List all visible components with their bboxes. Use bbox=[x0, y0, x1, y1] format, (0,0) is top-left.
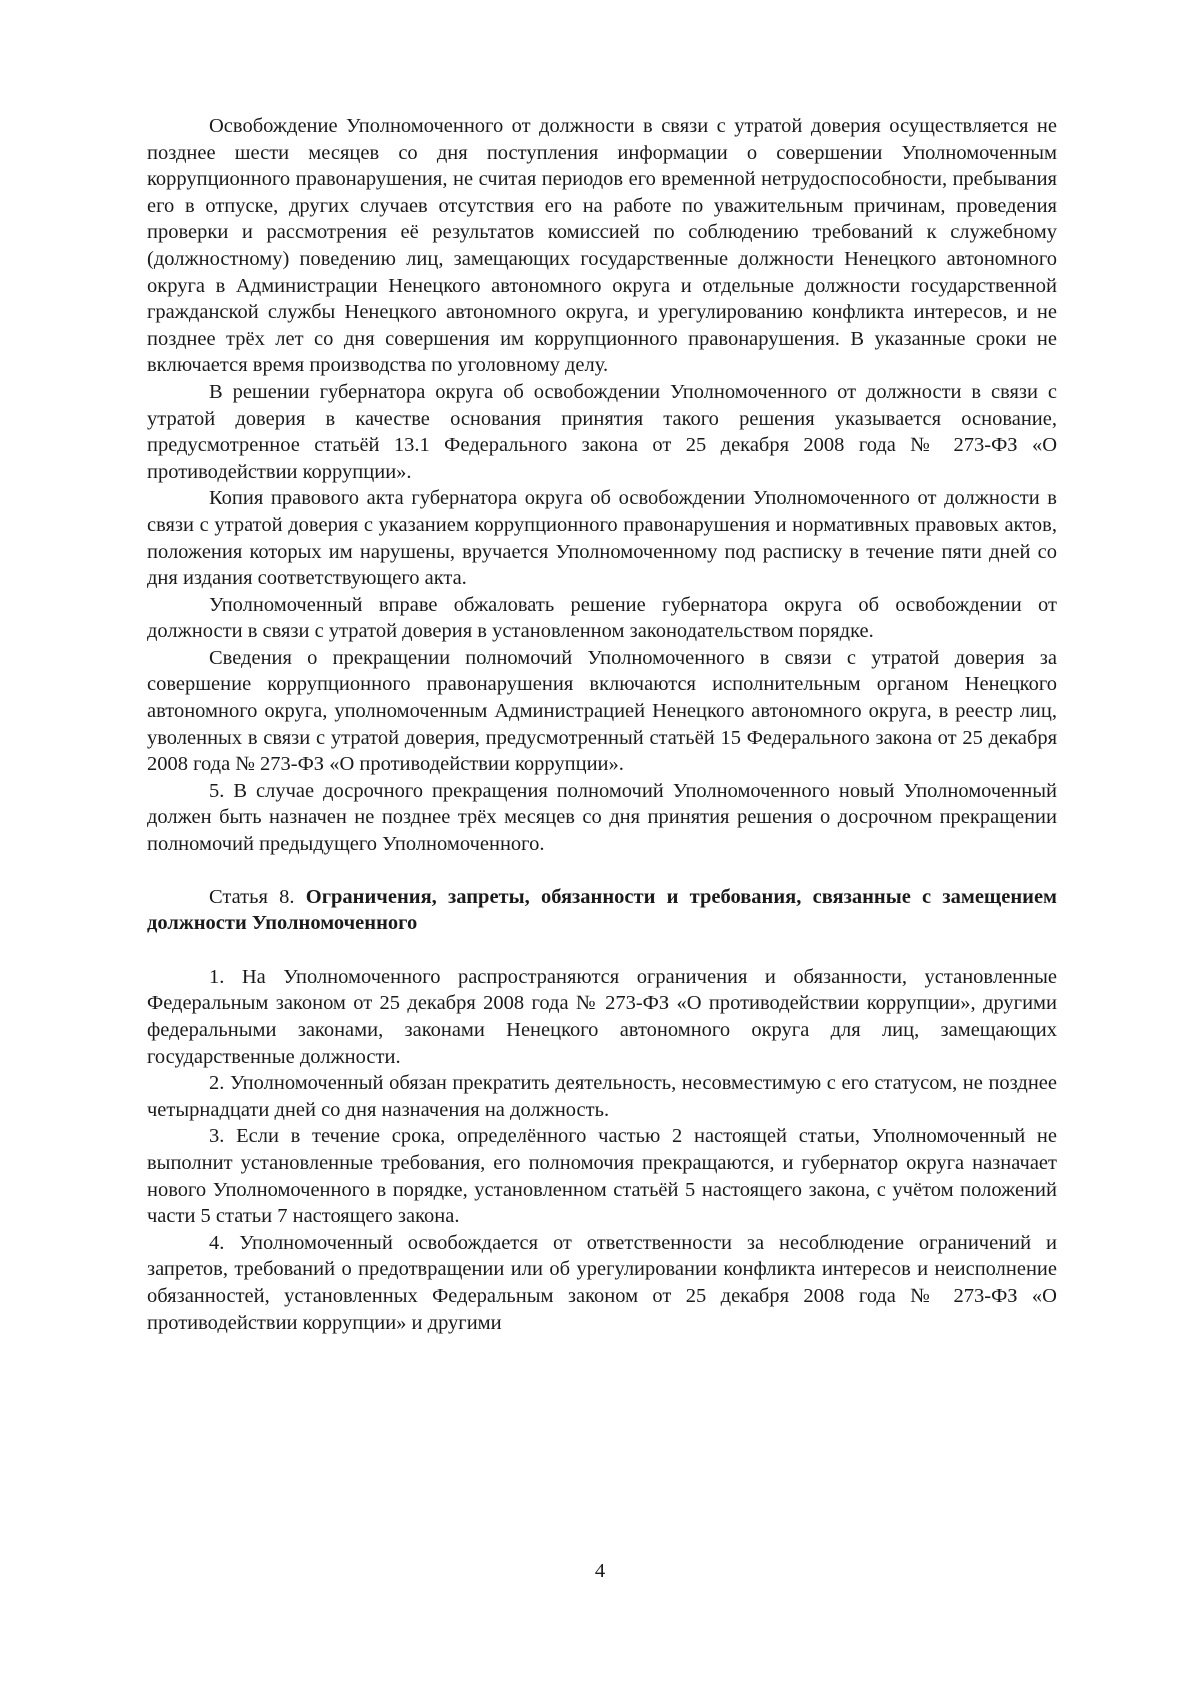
paragraph: Копия правового акта губернатора округа об освобождении Уполномоченного от должности в связи с утратой доверия с указанием коррупционного правонарушения и нормативных правовых актов, положения которых им нарушены, вручается Уполномоченному под расписку в течение пяти дней со дня издания соответствующего акта. bbox=[147, 487, 1057, 590]
paragraph: В решении губернатора округа об освобождении Уполномоченного от должности в связи с утратой доверия в качестве основания принятия такого решения указывается основание, предусмотренное статьёй 13.1 Федерального закона от 25 декабря 2008 года № 273-ФЗ «О противодействии коррупции». bbox=[147, 380, 1057, 483]
paragraph: 4. Уполномоченный освобождается от ответственности за несоблюдение ограничений и запретов, требований о предотвращении или об урегулировании конфликта интересов и неисполнение обязанностей, установленных Федеральным законом от 25 декабря 2008 года № 273-ФЗ «О противодействии коррупции» и другими bbox=[147, 1231, 1057, 1334]
paragraph: 2. Уполномоченный обязан прекратить деятельность, несовместимую с его статусом, не позднее четырнадцати дней со дня назначения на должность. bbox=[147, 1072, 1057, 1121]
paragraph: 3. Если в течение срока, определённого частью 2 настоящей статьи, Уполномоченный не выполнит установленные требования, его полномочия прекращаются, и губернатор округа назначает нового Уполномоченного в порядке, установленном статьёй 5 настоящего закона, с учётом положений части 5 статьи 7 настоящего закона. bbox=[147, 1125, 1057, 1228]
paragraph: Освобождение Уполномоченного от должности в связи с утратой доверия осуществляется не позднее шести месяцев со дня поступления информации о совершении Уполномоченным коррупционного правонарушения, не считая периодов его временной нетрудоспособности, пребывания его в отпуске, других случаев отсутствия его на работе по уважительным причинам, проведения проверки и рассмотрения её результатов комиссией по соблюдению требований к служебному (должностному) поведению лиц, замещающих государственные должности Ненецкого автономного округа в Администрации Ненецкого автономного округа и отдельные должности государственной гражданской службы Ненецкого автономного округа, и урегулированию конфликта интересов, и не позднее трёх лет со дня совершения им коррупционного правонарушения. В указанные сроки не включается время производства по уголовному делу. bbox=[147, 115, 1057, 377]
article-number: Статья 8. bbox=[209, 885, 306, 908]
paragraph: 1. На Уполномоченного распространяются ограничения и обязанности, установленные Федеральным законом от 25 декабря 2008 года № 273-ФЗ «О противодействии коррупции», другими федеральными законами, законами Ненецкого автономного округа для лиц, замещающих государственные должности. bbox=[147, 965, 1057, 1068]
article-heading bbox=[147, 884, 1057, 937]
document-page bbox=[147, 113, 1057, 1336]
paragraph: Уполномоченный вправе обжаловать решение губернатора округа об освобождении от должности в связи с утратой доверия в установленном законодательством порядке. bbox=[147, 593, 1057, 643]
page-number: 4 bbox=[594, 1560, 606, 1582]
paragraph: Сведения о прекращении полномочий Уполномоченного в связи с утратой доверия за совершение коррупционного правонарушения включаются исполнительным органом Ненецкого автономного округа, уполномоченным Администрацией Ненецкого автономного округа, в реестр лиц, уволенных в связи с утратой доверия, предусмотренный статьёй 15 Федерального закона от 25 декабря 2008 года № 273-ФЗ «О противодействии коррупции». bbox=[147, 646, 1057, 776]
paragraph: 5. В случае досрочного прекращения полномочий Уполномоченного новый Уполномоченный должен быть назначен не позднее трёх месяцев со дня принятия решения о досрочном прекращении полномочий предыдущего Уполномоченного. bbox=[147, 779, 1057, 856]
article-title: Ограничения, запреты, обязанности и требования, связанные с замещением должности Уполномоченного bbox=[147, 885, 1058, 935]
